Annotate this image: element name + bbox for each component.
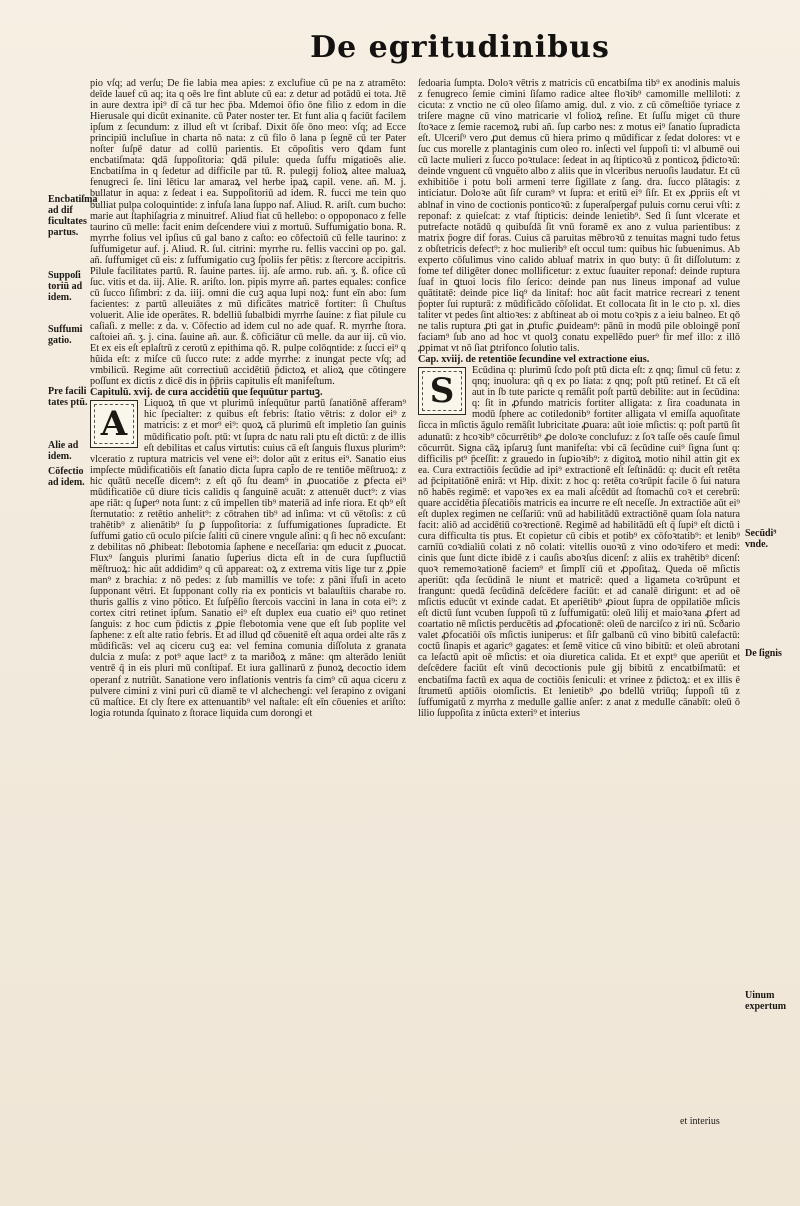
margin-note-suffumigatio: Suffumi gatio. [48, 324, 83, 346]
chapter-heading: Capitulū. xvij. de cura accidētiū que ſequūtur partuꝫ. [90, 387, 323, 399]
margin-note-signis: De ſignis [745, 648, 782, 659]
text-column-right [418, 78, 740, 1108]
margin-note-pilule: Pre facili tates ptū. [48, 386, 88, 408]
decorated-initial: A [90, 400, 138, 448]
margin-note-alie: Alie ad idem. [48, 440, 79, 462]
margin-note-secundina: Secūdi⁹ vnde. [745, 528, 777, 550]
paragraph: Ecūdina q: plurimū ſcdo poſt ptū dicta eſt: z qnq; ſimul cū fetu: z qnq; inuolura: qñ q ex po liata: z qnq; poſt ptū retinef. Et cā eſt aut in ſb tute paricte q remāſit poſt partū debilite: aut in ſecūdina: q: ſit in ꝓfundo matricis fortiter alligata: z ſira coadunata in modū ſphere ac cotiledonib⁹ fortiter alligata vl emiſſa aquoſitate ſicca in mſictis āgulo remāſit lubricitate ꝓuara: aūt ioie mſictis: q: poſt partū ſit adunatū: z hcoꝛib⁹ cōcurrētib⁹ ꝓe doloꝛe conclufuz: z ſoꝛ taſſe oēs cauſe ſimul cōcurrūt. Signa cāꝝ ipſaruꝫ ſunt manifeſta: vbi cā ſecūdine cui⁹ ſigna ſunt q: difficilis pt⁹ p̄ceſſit: z grauedo in ſuꝑioꝛib⁹: z digitoꝝ motio nihil attin git ex ea. Cura extractiōis ſecūdie ad ipi⁹ extractionē eſt ſeſtinādū: q: ducit eſt retēta ad p̄cipitatiōnē enirā: vt Hip. dixit: z hoc q: retēta coꝛrūpit facile ō ſui natura nō habēs regimē: et vapoꝛes ex ea mali aſcēdūt ad ſtomachū coꝛ et cerebrū: quare accidētia p̄ſecatiōis matricis ea incurre re eſt neceſſe. Jn extractiōe aūt ei⁹ eſt duplex regimen ne ceſſariū: vnū ad habilitādū extractiōnē quam ſola natura facit: aliō ad accidētiū coꝛrectionē. Regimē ad habilitādū eſt q̄ ſupi⁹ eſt dictū i cura difficulta tis ptus. Et copietur cū cibis et potib⁹ ex cōfoꝛtatib⁹: et lenib⁹ carnīū coꝛdialiū colati z nō colati: vitellis ouoꝛū z vino odoꝛifero et medi: cinis que ſunt dicte ibidē z i cauſis aboꝛſus dicenſ: z aliis ex trahētib⁹ dicenſ: quoꝛ rememoꝛationē faciem⁹ et ſimplī ciū et ꝓpoſitaꝝ. Queda oē mſictis aperiūt: qđa ſecūdinā le niunt et matricē: qued a ligameta coꝛrūpunt et frangunt: quedā ſecūdinā deſcēdere faciūt: et ad canalē dirigunt: et ad oē mſictis educūt vt exinde cadat. Et aperiētib⁹ ꝓiout ſupra de oppilatiōe mſicis eſt dictū ſunt vcuben ſuppoſi tū z ſuffumigatū: oleū lilij et maioꝛana ꝓfert ad coartatio nē mſictis perducētis ad ꝓfocationē: oleū de narciſco z iri nū. Scðario valet ꝓfocatiōi oīs mſictis iuniperus: et ſiſr galbanū cū vino bibitū calefactū: coctū ſinapis et agaric⁹ gagates: et ſemē vitice cū vino bibitū: et oleū abrotani ca leſactū apit oē mſictis: et oia diuretica calida. Et et expt⁹ que aperiūt et deſcēdere faciūt eſt vinū decoctionis pule gij bibitū z encatbiſmatū: et encbatiſma factū ex aqua de coctiōis ſeniculi: et vrinee z p̄dictoꝝ: et ex illis ē ſtrumetū aptiōis oiomſictis. Et lenietib⁹ ꝓo bdellū vtriūq; ſuppoſi tū z ſuffumigatū z myrrha z medulle gallie anſer: z anat z medulle cānabīt: oleū ō lilio ſuppoſita z inūcta exteri⁹ et interius [418, 365, 740, 719]
decorated-initial: S [418, 367, 466, 415]
paragraph: ſedoaria ſumpta. Doloꝛ vētris z matricis cū encatbiſma tib⁹ ex anodinis maluis z fenugreco ſemie cimini ſiſamo radice altee floꝛib⁹ camomille melliloti: z cicuta: z vnctio ne cū oleo ſiſamo amig. dul. z vio. z cū cōmeſtiōe tyriace z triſere magne cū vino matricarie vl folioꝝ reſine. Et ſuſſu miget cū thure ſtoꝛace z ſemie racemoꝝ rubi añ. ſup carbo nes: z motus ei⁹ ſanatio ſupradicta eſt. Ulceriſ⁹ vero ꝓut demus cū hiera primo q mūdificar z ſedat dolores: vt e ſuc cus morelle z plantaginis cum oleo ro. inſecti vel ſuppoſi ti: vl albumē oui cū lacte mulieri z ſucco poꝛtulace: ſedeat in aq ſtipticoꝛū z ponticoꝝ p̄dictoꝛū: deinde vnguent cū vnguēto albo z aliis que in vlceribus neruoſis laudatur. Et cū exhibitiōe i potu boli armeni terre ſigillate z ſang. dra. ſucco plātagis: z inticiatur. Doloꝛe aūt ſiſr curam⁹ vt ſupra: et eritū ei⁹ ſiſr. Et ex ꝓpriis eſt vt ablnaf in vino de coctionis ponticoꝛū: z ſuperaſpergaf puluis cornu cerui vſti: z reponaf: z quieſcat: z vtaf ſtipticis: deinde lenietib⁹. Sed ſi ſunt vlcerate et putrefacte notādū q quibuſdā ſit vnū foramē ex ano z vulua parientibus: z matrix p̄ogre dif foras. Cuius cā paruitas mēbroꝛū z tenuitas magni tudo fetus z obſtetricis defect⁹: z hoc mulierib⁹ eſt occul tum: quibus hic ſubuenimus. Ab experto cōſulimus vino calido abluaf matrix in quo buty: ū ſit diſſolutum: z fome tef diligēter donec mollificetur: z extuc ſuauiter reponaf: deinde ruptura ſuaf in ꝗtuoi locis filo ſerico: deinde pan nus lineus imponaf ad vulue quātitatē: deinde pice liq⁹ da linitaf: hoc aūt facit matrice recreari z tenent p̄opter ſui rupturā: z mūdificādo cōſolidat. Et collocata ſit in le cto p. xl. dies taliter vt pedes ſint altioꝛes: z abſtineat ab oi motu coꝛpis z a ieiu balneo. Et qǒ ne talis ruptura ꝓti gat in ꝓtufic ꝓuideam⁹: pānū in modū pile obloingē ponī faciam⁹ ſub ano ad hoc vt quolꝫ conatu expellēdo puer⁹ fir mef illo: z illō ꝓpimat vt nō ſiat ꝑtrifonco ſolutio talis. [418, 78, 740, 355]
margin-note-confectio: Cōfectio ad idem. [48, 466, 85, 488]
catchword: et interius [680, 1116, 720, 1127]
paragraph: Liquoꝝ tñ que vt plurimū inſequūtur partū ſanatiōnē afferam⁹ hic ſpecialter: z quibus eſt febris: ſtatio vētris: z dolor ei⁹ z matricis: z et mor⁹ ei⁹: quoꝝ cā plurimū eſt impletio ſan guinis mūdificatio poſt. ptū: vt ſupra dc natu rali ptu eſt dictū: z de illis eſt debilitas et caſus virtutis: cuius cā eſt ſanguis fluxus plurim⁹: vlceratio z ruptura matricis vel vene ei⁹: dolor aūt z eritus ei⁹. Sanatio eius impſecte mūdificatiōis eſt ſanatio dicta ſupra capl̄o de re tentiōe mēſtruoꝝ: z hic quātū neceſſe dicem⁹: z eſt qō ſtu deam⁹ in ꝓuocatiōe z ꝑfecta ei⁹ mūdificatiōe cū diure ticis calidis q ſanguinē acuāt: z attenuēt duct⁹: z vias ape riāt: q ſuꝑer⁹ nota ſunt: z cū impellen tib⁹ materiā ad infe riora. Et qb⁹ eſt ſternutatio: z retētio anhelit⁹: z cōtrahen tib⁹ ad inſima: vt cū vētoſis: z cū trahētib⁹ z alienātib⁹ ſu ꝑ ſuppoſitoria: z ſuffumigationes ſupradicte. Et ſuffumi gatio cū oculo piſcie ſaliti cū cinere vngule aſini: q ſi hec nō excuſant: z debilitas nō ꝓhibeat: ſlebotomia ſaphene e neceſſaria: qm educit z ꝓuocat. Flux⁹ ſanguis plurimi ſanatio ſuꝑerius dicta eſt in de cura ſupfluctiū mēſtruoꝝ: hic aūt addidim⁹ q cū appareat: oꝝ z extrema vitis lige tur z ꝓpie man⁹ z brachia: z nō pedes: z ſub mamillis ve tofe: z pāni īfuſi in aceto ſupponant vētri. Et ſupponant colly ria ex ponticis vt balauſtiis charabe ro. thuris gallis z vino pōtico. Et ſuſpēſio ſtercois vaccini in lana in cota ei⁹: z cortex citri retinet ipſum. Sanatio ei⁹ eſt duplex eua cuatio ei⁹ quo retinet ſanguis: z hoc cum p̄dictis z ꝓpie flebotomia vene que eſt ſub poplite vel ſaphene: z eſt alte ratio febris. Et ad illud qđ cōuenitē eſt aqua ordei alte rās z mūdificās: vel aq ciceru cuꝫ ea: vel femina comunia diſſoluta z granata dulcia z muſa: z pot⁹ aque lact⁹ z ta mariðoꝝ z māne: qm alterādo leniūt ventrē q̄ in eis pluri mū conſtipaf. Et iura gallinarū z p̄unoꝝ decoctio idem operanf z nutriūt. Sanatione vero inflationis ventris fa cim⁹ cū aqua ciceru z pulvere cimini z vini puri cū diamē te vl alchechengi: vel ſerapino z ovigani cū maſtice. Et cly ſtere ex attenuantib⁹ vel naſtale: eſt eīn cōuenies et ariſto: logia rotunda ſquinato z ſtorace liquida cum dorongi et [90, 398, 406, 719]
margin-note-vinum: Uinum expertum [745, 990, 787, 1012]
chapter-heading: Cap. xviij. de retentiōe ſecundine vel extractione eius. [418, 354, 650, 366]
running-header: De egritudinibus [310, 30, 610, 65]
margin-note-encbatisma: Encbatiſma ad dif ficultates partus. [48, 194, 98, 238]
paragraph: pio vſq; ad verſu; De fie labia mea apies: z exclufiue cũ pe na z atramẽto: deīde lauef cū aq; ita q oēs lre fint ablute cū ea: z detur ad potādū ei tota. Jtē in aure dextra ipi⁹ dī cā tur hec p̄ba. Mdemoi ōfio ōne filio z edom in die Hierusale qui dicūt exinanite. cū Pater noster ter. Et funt alia q faciūt facilem ipſum z ſecundum: z illud eſt vt ſcribaf. Dixit ōſe ōno meo: vſq; ad Ecce principiū incluſiue in charta nõ nata: z cū filo ō lana p ſegnē cū ter Pater noſter ſuſpē datur ad collū parientis. Et cōpoſitis vero ꝗdam funt encbatiſmata: ꝗdā ſuppoſitoria: ꝗdā pilule: queda ſuffu migatioēs alie. Encbatiſma in q ſedetur ad difficile par tū. R. pulegij folioꝝ altee maluaꝝ fenugreci ſe. lini lēticu lar amaraꝝ vel herbe ipaꝝ capil. vene. añ. M. j. bullatur in aqua: z ſedeat i ea. Suppoſitoriū ad idem. R. fucci me tein quo bulliat pulpa coloquintide: z infuſa lana ſuppo naf. Aliud. R. ariſt. cum bucho: marie aut ſtaphiſagria z minuitref. Aliud fiat cū hellebo: o oppoponaco z felle taurino cū melle: facit enim deſcendere viui z mortuū. Suffumigatio bona. R. myrrhe folius vel ipſius cū gal bano z caſto: eo cōfectoiū cū felle taurino: z ſuffumigetur auf. j. Aliud. R. ſul. citrini: myrrhe ru. fellis vaccini op po. gal. añ. ſuffumiget cū eis: z ſuffumigatio cuꝫ ſpoliis fer pētis: z ſtercore accipitris. Pilule facilitates partū. R. ſauine partes. iij. aſe armo. rub. añ. ʒ. ß. ofice cū ſuc. vitis et da. iij. Alie. R. ariſto. lon. pipis myrre añ. partes equales: confice cū ſucco ſiſimbri: z da. iiij. omni die cuꝫ aqua lupi noꝝ: funt eīn abo: ſum facientes: z partū alleuiātes z mũ dificātes matricē fortiter: ſi Chuſtus voluerit. Alie ide operātes. R. bdelliū ſubalbidi myrrhe ſauine: z fiat pilule cu caſiaſi. z melle: z da. v. Cōfectio ad idem cul no ade quaf. R. myrrhe ſtora. caſtoiei añ. ʒ. j. cina. ſauine añ. aur. ß. cōficiātur cū melle. da aur iij. cū vio. Et ex eis eſt eplaſtrū z cerotū z epithima qō. R. pulpe colōqntide: z ſucci ei⁹ q hũida eſt: z miſce cū ſucco rute: z adde myrrhe: z inungat pecte vſq; ad vmbilicū. Regime aūt correctiuū accidētiū p̄dictoꝝ et alioꝝ que cōtingere poſſunt ex dictis z dicē dis in p̄p̄riis capitulis eſt manifeſtum. [90, 78, 406, 388]
text-column-left [90, 78, 406, 1108]
margin-note-suppositorium: Suppoſi toriū ad idem. [48, 270, 83, 303]
